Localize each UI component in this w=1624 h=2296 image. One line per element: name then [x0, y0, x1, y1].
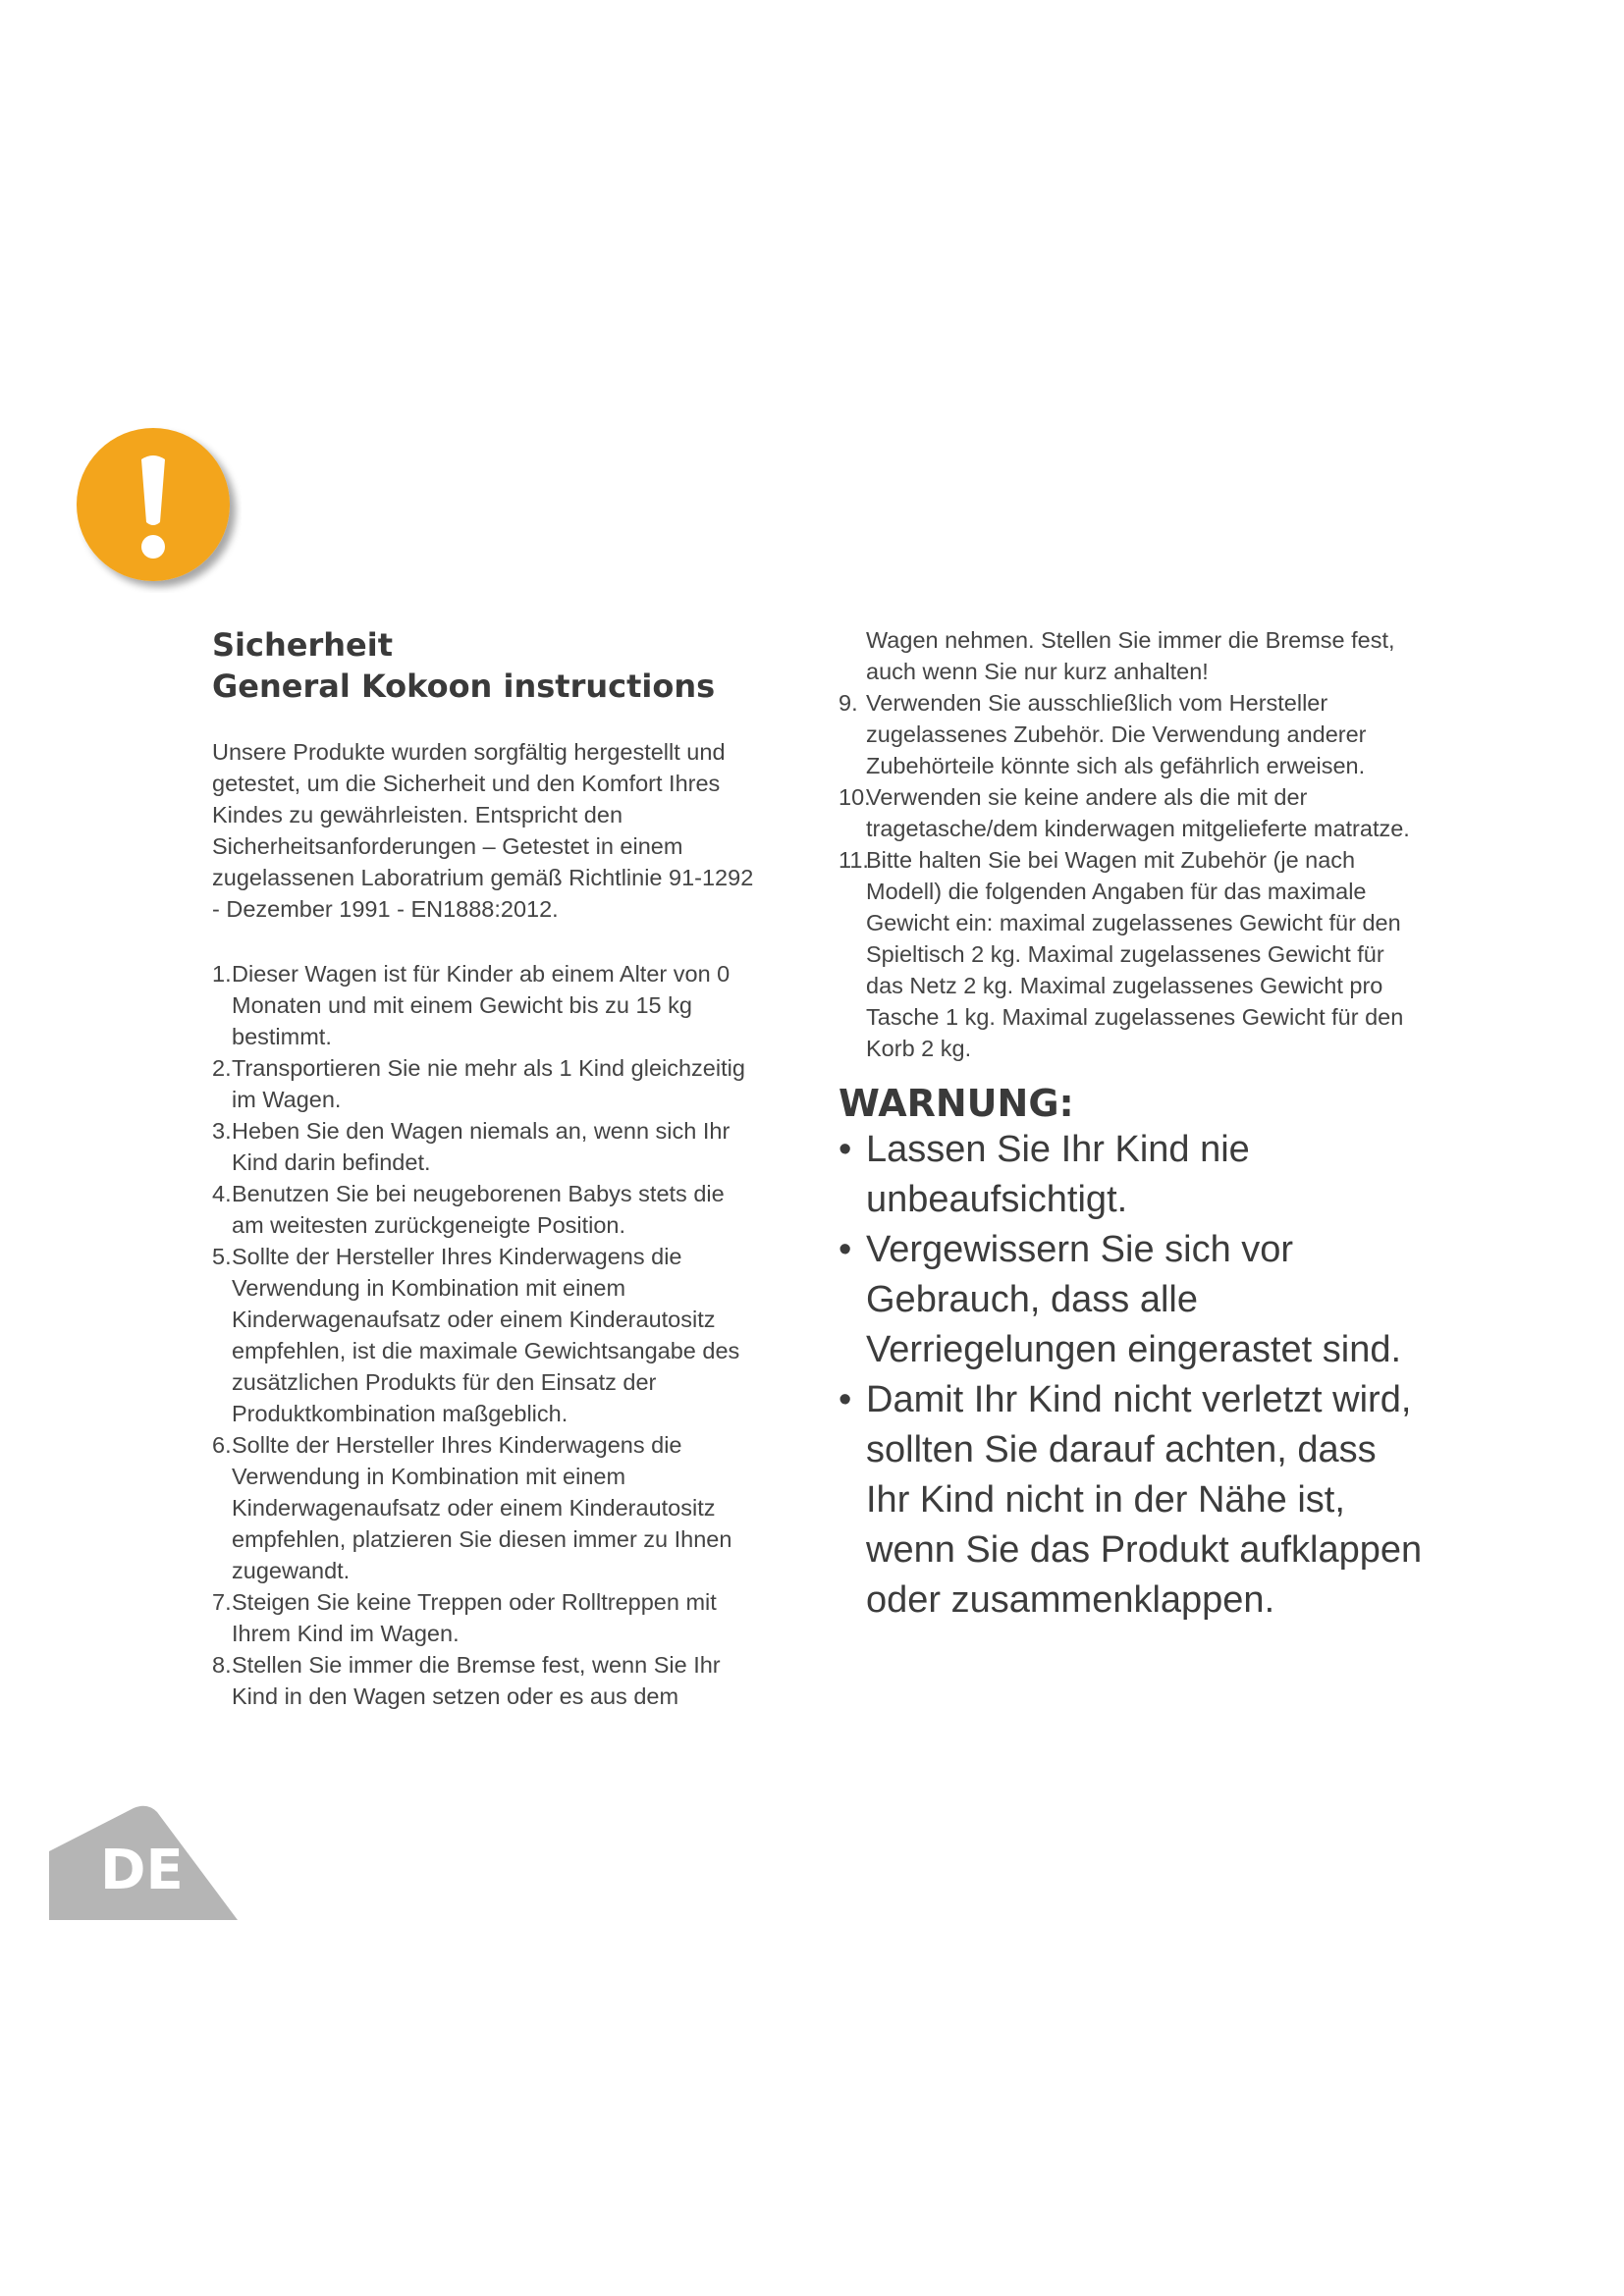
intro-paragraph: Unsere Produkte wurden sorgfältig hergestellt und getestet, um die Sicherheit und den Komfort Ihres Kindes zu gewährleisten. Entspricht den Sicherheitsanforderungen – Getestet in einem zugelassenen Laboratrium gemäß Richtlinie 91-1292 - Dezember 1991 - EN1888:2012. — [212, 739, 754, 922]
list-item — [839, 844, 1428, 1064]
title-line-2: General Kokoon instructions — [212, 667, 716, 705]
item-text: Transportieren Sie nie mehr als 1 Kind gleichzeitig im Wagen. — [232, 1055, 745, 1112]
warning-text: Damit Ihr Kind nicht verletzt wird, sollten Sie darauf achten, dass Ihr Kind nicht in der Nähe ist, wenn Sie das Produkt aufklappen oder zusammenklappen. — [866, 1379, 1423, 1621]
warning-text: Vergewissern Sie sich vor Gebrauch, dass alle Verriegelungen eingerastet sind. — [866, 1229, 1402, 1370]
warning-list — [839, 1125, 1428, 1626]
item-text: Verwenden sie keine andere als die mit der tragetasche/dem kinderwagen mitgelieferte matratze. — [866, 784, 1410, 841]
bullet-icon: • — [839, 1129, 852, 1170]
list-item — [212, 1586, 762, 1649]
item-text: Steigen Sie keine Treppen oder Rolltreppen mit Ihrem Kind im Wagen. — [232, 1589, 717, 1646]
list-item — [212, 1178, 762, 1241]
list-item — [212, 1429, 762, 1586]
item-text: Dieser Wagen ist für Kinder ab einem Alter von 0 Monaten und mit einem Gewicht bis zu 15 kg bestimmt. — [232, 961, 731, 1049]
warning-title: WARNUNG: — [839, 1082, 1074, 1125]
item-text: Verwenden Sie ausschließlich vom Hersteller zugelassenes Zubehör. Die Verwendung anderer Zubehörteile könnte sich als gefährlich erweisen. — [866, 690, 1367, 778]
item-text: Heben Sie den Wagen niemals an, wenn sich Ihr Kind darin befindet. — [232, 1118, 731, 1175]
title-line-1: Sicherheit — [212, 626, 393, 664]
item-number: 4. — [212, 1181, 232, 1206]
list-item — [839, 781, 1428, 844]
item-8-continuation: Wagen nehmen. Stellen Sie immer die Bremse fest, auch wenn Sie nur kurz anhalten! — [866, 627, 1395, 684]
right-column — [839, 624, 1428, 1626]
item-number: 5. — [212, 1244, 232, 1269]
item-number: 3. — [212, 1118, 232, 1144]
item-text: Sollte der Hersteller Ihres Kinderwagens die Verwendung in Kombination mit einem Kinderwagenaufsatz oder einem Kinderautositz empfehlen, ist die maximale Gewichtsangabe des zusätzlichen Produkts für den Einsatz der Produktkombination maßgeblich. — [232, 1244, 740, 1426]
item-number: 9. — [839, 690, 858, 716]
warning-text: Lassen Sie Ihr Kind nie unbeaufsichtigt. — [866, 1129, 1250, 1220]
item-number: 7. — [212, 1589, 232, 1615]
item-number: 11. — [839, 847, 869, 873]
item-text: Stellen Sie immer die Bremse fest, wenn Sie Ihr Kind in den Wagen setzen oder es aus dem — [232, 1652, 721, 1709]
bullet-icon: • — [839, 1379, 852, 1420]
item-number: 6. — [212, 1432, 232, 1458]
section-title — [212, 624, 762, 707]
bullet-icon: • — [839, 1229, 852, 1270]
item-text: Benutzen Sie bei neugeborenen Babys stets die am weitesten zurückgeneigte Position. — [232, 1181, 725, 1238]
list-item — [212, 1241, 762, 1429]
list-item — [212, 1649, 762, 1712]
list-item — [212, 958, 762, 1052]
item-text: Sollte der Hersteller Ihres Kinderwagens die Verwendung in Kombination mit einem Kinderwagenaufsatz oder einem Kinderautositz empfehlen, platzieren Sie diesen immer zu Ihnen zugewandt. — [232, 1432, 732, 1583]
exclamation-icon — [73, 424, 242, 593]
left-column — [212, 624, 762, 1712]
item-number: 1. — [212, 961, 232, 987]
item-number: 2. — [212, 1055, 232, 1081]
list-item — [212, 1052, 762, 1115]
list-item — [839, 687, 1428, 781]
item-number: 8. — [212, 1652, 232, 1678]
warning-item — [839, 1125, 1428, 1225]
warning-item — [839, 1225, 1428, 1375]
list-item — [212, 1115, 762, 1178]
item-text: Bitte halten Sie bei Wagen mit Zubehör (je nach Modell) die folgenden Angaben für das maximale Gewicht ein: maximal zugelassenes Gewicht für den Spieltisch 2 kg. Maximal zugelassenes Gewicht für das Netz 2 kg. Maximal zugelassenes Gewicht pro Tasche 1 kg. Maximal zugelassenes Gewicht für den Korb 2 kg. — [866, 847, 1404, 1061]
instruction-list-right — [839, 687, 1428, 1064]
instruction-list-left — [212, 958, 762, 1712]
warning-item — [839, 1375, 1428, 1626]
item-number: 10. — [839, 784, 871, 810]
language-label: DE — [100, 1839, 184, 1902]
